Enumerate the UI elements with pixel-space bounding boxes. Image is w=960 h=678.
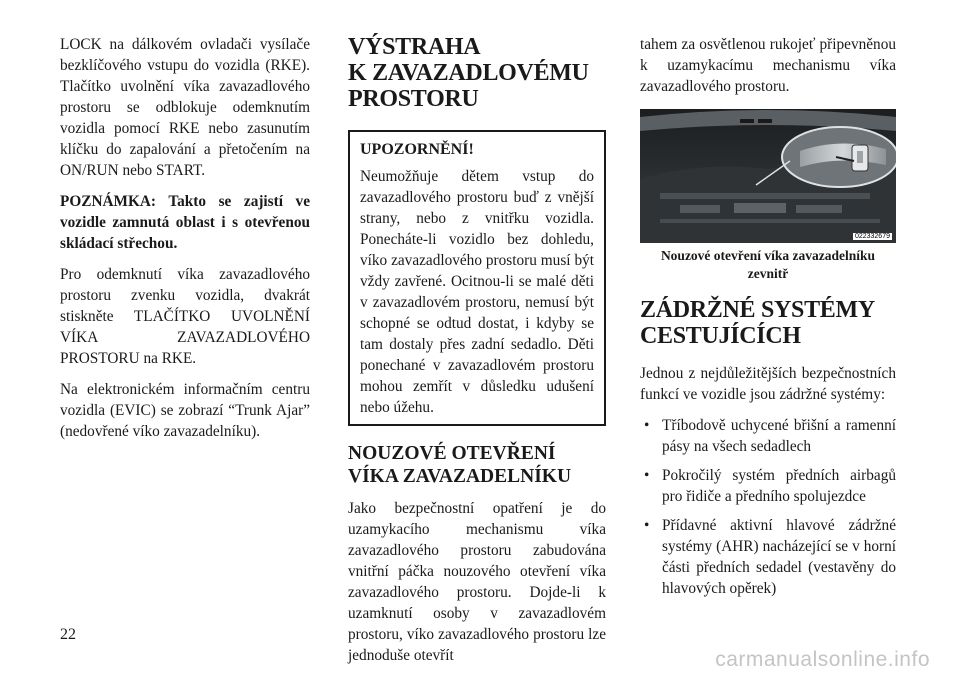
list-item-text: Tříbodově uchycené břišní a ramenní pásy na všech sedadlech	[662, 417, 896, 455]
heading-line: CESTUJÍCÍCH	[640, 323, 801, 349]
heading-line: ZÁDRŽNÉ SYSTÉMY	[640, 297, 875, 323]
trunk-interior-illustration	[640, 109, 896, 243]
warning-text: Neumožňuje dětem vstup do zavazadlového prostoru buď z vnější strany, nebo z vnitřku vozidla. Ponecháte-li vozidlo bez dohledu, víko zavazadlového prostoru musí být vždy zavřené. Ocitnou-li se malé děti v zavazadlovém prostoru, nemusí být schopné se odtud dostat, i kdyby se tam dostaly přes zadní sedadlo. Děti ponechané v zavazadlovém prostoru mohou zemřít v důsledku udušení nebo úžehu.	[360, 168, 594, 416]
photo-code: 022332679	[854, 233, 890, 240]
list-item	[640, 415, 896, 457]
list-item	[640, 465, 896, 507]
paragraph-restraints-intro: Jednou z nejdůležitějších bezpečnostních funkcí ve vozidle jsou zádržné systémy:	[640, 365, 896, 403]
list-item	[640, 515, 896, 599]
page-number: 22	[60, 626, 76, 643]
heading-line: K ZAVAZADLOVÉMU	[348, 60, 589, 86]
heading-line: VÝSTRAHA	[348, 34, 481, 60]
paragraph-emergency-release: Jako bezpečnostní opatření je do uzamykacího mechanismu víka zavazadlového prostoru zabudována vnitřní páčka nouzového otevření víka zavazadlového prostoru. Dojde-li k uzamknutí osoby v zavazadlovém prostoru, víko zavazadlového prostoru lze jednoduše otevřít	[348, 500, 606, 664]
warning-box	[348, 130, 606, 426]
column-right	[640, 34, 896, 607]
paragraph-unlock: Pro odemknutí víka zavazadlového prostoru zvenku vozidla, dvakrát stiskněte TLAČÍTKO UVOLNĚNÍ VÍKA ZAVAZADLOVÉHO PROSTORU na RKE.	[60, 266, 310, 367]
heading-line: NOUZOVÉ OTEVŘENÍ	[348, 443, 556, 464]
paragraph-lock: LOCK na dálkovém ovladači vysílače bezklíčového vstupu do vozidla (RKE). Tlačítko uvolnění víka zavazadlového prostoru se odblokuje odemknutím vozidla pomocí RKE nebo zasunutím klíčku do zapalování a přetočením na ON/RUN nebo START.	[60, 36, 310, 179]
heading-line: VÍKA ZAVAZADELNÍKU	[348, 466, 572, 487]
paragraph-evic: Na elektronickém informačním centru vozidla (EVIC) se zobrazí “Trunk Ajar” (nedovřené víko zavazadelníku).	[60, 381, 310, 440]
bullet: •	[644, 517, 650, 534]
photo-caption: Nouzové otevření víka zavazadelníku zevnitř	[660, 248, 876, 281]
heading-trunk-warning	[348, 34, 606, 112]
restraints-list	[640, 415, 896, 599]
column-middle	[348, 34, 606, 676]
bullet: •	[644, 417, 650, 434]
list-item-text: Přídavné aktivní hlavové zádržné systémy (AHR) nacházející se v horní části předních sedadel (vestavěny do hlavových opěrek)	[662, 517, 896, 597]
list-item-text: Pokročilý systém předních airbagů pro řidiče a předního spolujezdce	[662, 467, 896, 505]
heading-emergency-release	[348, 442, 606, 488]
paragraph-handle: tahem za osvětlenou rukojeť připevněnou k uzamykacímu mechanismu víka zavazadlového prostoru.	[640, 36, 896, 95]
column-left	[60, 34, 310, 452]
heading-restraints	[640, 297, 896, 349]
trunk-release-photo	[640, 109, 896, 243]
heading-line: PROSTORU	[348, 86, 479, 112]
bullet: •	[644, 467, 650, 484]
note-paragraph: POZNÁMKA: Takto se zajistí ve vozidle zamnutá oblast i s otevřenou skládací střechou.	[60, 193, 310, 252]
watermark: carmanualsonline.info	[715, 648, 930, 671]
warning-title: UPOZORNĚNÍ!	[360, 141, 474, 158]
